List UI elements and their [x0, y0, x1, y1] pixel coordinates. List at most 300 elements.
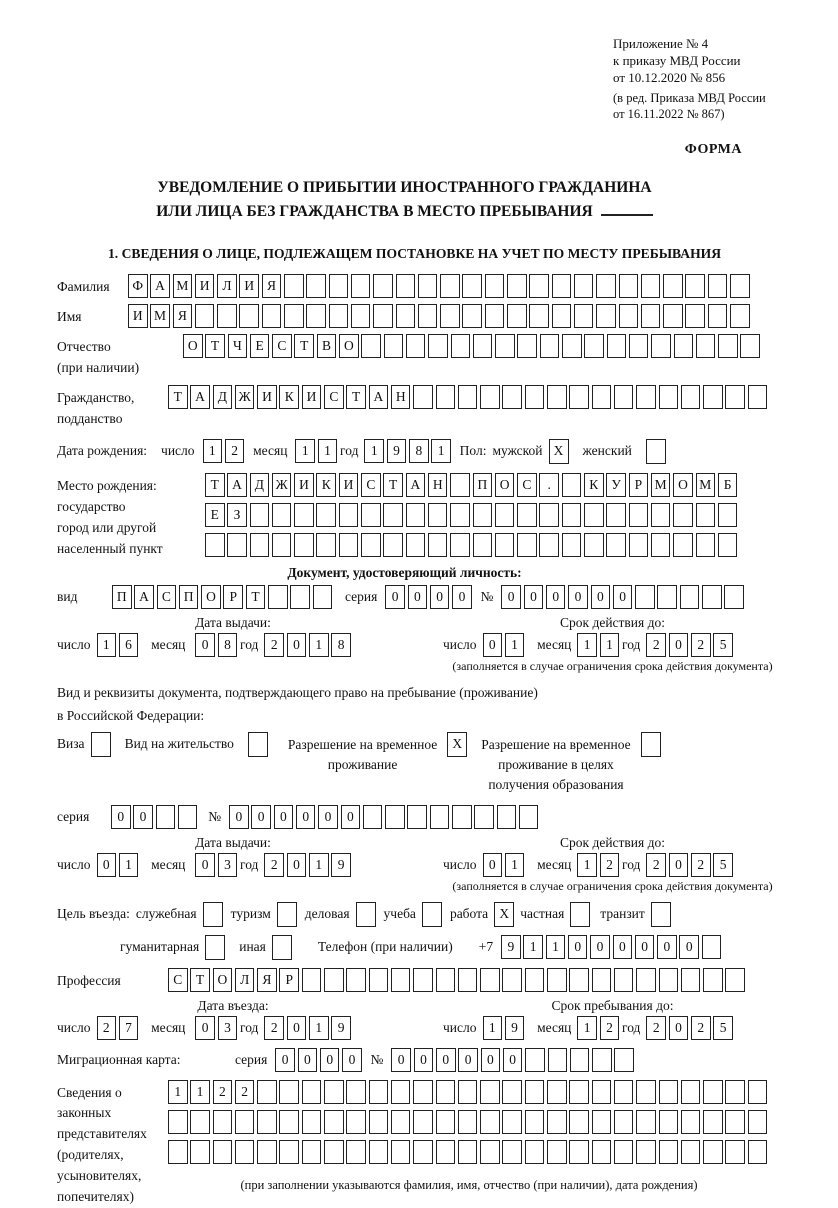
birth-month-label: месяц: [253, 442, 288, 458]
char-cell: [663, 274, 683, 298]
permit-issue-day-field[interactable]: [97, 853, 142, 877]
char-cell: О: [183, 334, 203, 358]
char-cell: [703, 1140, 723, 1164]
char-cell: О: [201, 585, 221, 609]
char-cell: [480, 1110, 500, 1134]
char-cell: К: [279, 385, 299, 409]
char-cell: [635, 585, 655, 609]
char-cell: [725, 968, 745, 992]
permit-valid-month-field[interactable]: [577, 853, 622, 877]
char-cell: [614, 968, 634, 992]
char-cell: [190, 1140, 210, 1164]
permit-valid-month-label: месяц: [537, 856, 572, 872]
char-cell: 0: [657, 935, 677, 959]
char-cell: [663, 304, 683, 328]
char-cell: 0: [546, 585, 566, 609]
doc-series-field[interactable]: [385, 585, 474, 609]
char-cell: [450, 473, 470, 497]
annex-note: [613, 36, 838, 87]
purpose-private-checkbox[interactable]: [570, 902, 590, 927]
purpose-private-label: частная: [520, 905, 565, 921]
doc-valid-note: (заполняется в случае ограничения срока действия документа): [452, 658, 773, 673]
temp-permit-checkbox[interactable]: X: [447, 732, 467, 757]
birth-month-field[interactable]: [295, 439, 340, 463]
legal-rep-row2-field[interactable]: [168, 1110, 770, 1134]
char-cell: [480, 1140, 500, 1164]
birth-place-row1-field[interactable]: [205, 473, 740, 497]
phone-field[interactable]: [501, 935, 724, 959]
char-cell: П: [112, 585, 132, 609]
char-cell: Н: [391, 385, 411, 409]
char-cell: [396, 304, 416, 328]
visit-purpose-label: Цель въезда:: [57, 905, 130, 921]
migration-series-field[interactable]: [275, 1048, 364, 1072]
char-cell: [629, 334, 649, 358]
purpose-humanitarian-checkbox[interactable]: [205, 935, 225, 960]
char-cell: 1: [577, 853, 597, 877]
char-cell: [373, 274, 393, 298]
char-cell: [547, 1110, 567, 1134]
char-cell: 0: [679, 935, 699, 959]
surname-field[interactable]: [128, 274, 752, 298]
char-cell: 0: [287, 633, 307, 657]
migration-number-field[interactable]: [391, 1048, 636, 1072]
char-cell: 5: [713, 853, 733, 877]
char-cell: 0: [568, 585, 588, 609]
permit-issue-year-field[interactable]: [264, 853, 353, 877]
permit-number-field[interactable]: [229, 805, 541, 829]
char-cell: [361, 503, 381, 527]
char-cell: [436, 1140, 456, 1164]
permit-issue-month-field[interactable]: [195, 853, 240, 877]
char-cell: [562, 503, 582, 527]
char-cell: Я: [173, 304, 193, 328]
char-cell: 0: [481, 1048, 501, 1072]
migration-series-label: серия: [235, 1051, 268, 1067]
char-cell: [250, 503, 270, 527]
birth-place-row3-field[interactable]: [205, 533, 740, 557]
char-cell: 0: [635, 935, 655, 959]
char-cell: 1: [431, 439, 451, 463]
char-cell: И: [294, 473, 314, 497]
permit-valid-day-label: число: [443, 856, 477, 872]
char-cell: Т: [205, 334, 225, 358]
legal-representatives-label: [57, 1080, 168, 1208]
char-cell: Е: [250, 334, 270, 358]
char-cell: [569, 1080, 589, 1104]
residence-permit-checkbox[interactable]: [248, 732, 268, 757]
char-cell: [406, 503, 426, 527]
char-cell: [702, 585, 722, 609]
char-cell: 1: [483, 1016, 503, 1040]
char-cell: 9: [505, 1016, 525, 1040]
char-cell: [302, 1110, 322, 1134]
doc-valid-month-field[interactable]: [577, 633, 622, 657]
char-cell: [703, 1080, 723, 1104]
char-cell: [673, 503, 693, 527]
profession-field[interactable]: [168, 968, 748, 992]
char-cell: 1: [505, 633, 525, 657]
char-cell: [413, 1140, 433, 1164]
char-cell: [674, 334, 694, 358]
char-cell: [391, 968, 411, 992]
char-cell: [703, 385, 723, 409]
sex-female-checkbox[interactable]: [646, 439, 666, 464]
char-cell: [702, 935, 722, 959]
char-cell: [681, 385, 701, 409]
purpose-other-label: иная: [239, 938, 266, 954]
doc-type-field[interactable]: [112, 585, 335, 609]
entry-year-field[interactable]: [264, 1016, 353, 1040]
char-cell: [339, 503, 359, 527]
char-cell: [413, 1110, 433, 1134]
char-cell: А: [150, 274, 170, 298]
char-cell: [279, 1080, 299, 1104]
char-cell: [584, 334, 604, 358]
birth-year-field[interactable]: [364, 439, 453, 463]
permit-valid-day-field[interactable]: [483, 853, 528, 877]
char-cell: 0: [408, 585, 428, 609]
annex-line: от 10.12.2020 № 856: [613, 69, 726, 85]
char-cell: 0: [320, 1048, 340, 1072]
char-cell: [168, 1110, 188, 1134]
char-cell: [507, 304, 527, 328]
char-cell: [351, 274, 371, 298]
char-cell: [462, 304, 482, 328]
char-cell: [428, 334, 448, 358]
edu-permit-label-line2: проживание в целях: [498, 757, 614, 773]
purpose-tourism-checkbox[interactable]: [277, 902, 297, 927]
char-cell: [657, 585, 677, 609]
char-cell: [316, 503, 336, 527]
char-cell: В: [317, 334, 337, 358]
migration-card-label: Миграционная карта:: [57, 1051, 181, 1067]
sex-male-checkbox[interactable]: X: [549, 439, 569, 464]
char-cell: 0: [342, 1048, 362, 1072]
entry-month-field[interactable]: [195, 1016, 240, 1040]
char-cell: [636, 385, 656, 409]
char-cell: [659, 1080, 679, 1104]
char-cell: [440, 274, 460, 298]
char-cell: А: [190, 385, 210, 409]
char-cell: [451, 334, 471, 358]
purpose-transit-checkbox[interactable]: [651, 902, 671, 927]
char-cell: [659, 968, 679, 992]
char-cell: [190, 1110, 210, 1134]
birth-place-label-line: город или другой: [57, 519, 157, 535]
char-cell: [570, 1048, 590, 1072]
char-cell: О: [339, 334, 359, 358]
patronymic-field[interactable]: [183, 334, 763, 358]
char-cell: [584, 533, 604, 557]
char-cell: 2: [97, 1016, 117, 1040]
char-cell: [592, 385, 612, 409]
char-cell: Е: [205, 503, 225, 527]
birth-day-field[interactable]: [203, 439, 248, 463]
char-cell: 0: [591, 585, 611, 609]
char-cell: [391, 1140, 411, 1164]
char-cell: [480, 385, 500, 409]
birth-place-row2-field[interactable]: [205, 503, 740, 527]
section1-heading: 1. СВЕДЕНИЯ О ЛИЦЕ, ПОДЛЕЖАЩЕМ ПОСТАНОВКЕ НА УЧЕТ ПО МЕСТУ ПРЕБЫВАНИЯ: [107, 246, 722, 262]
char-cell: [696, 503, 716, 527]
char-cell: .: [539, 473, 559, 497]
char-cell: Ф: [128, 274, 148, 298]
patronymic-label-line1: Отчество: [57, 339, 111, 355]
char-cell: 1: [119, 853, 139, 877]
char-cell: [740, 334, 760, 358]
char-cell: 2: [691, 633, 711, 657]
purpose-business-checkbox[interactable]: [356, 902, 376, 927]
char-cell: С: [168, 968, 188, 992]
char-cell: О: [673, 473, 693, 497]
char-cell: Ч: [228, 334, 248, 358]
char-cell: [213, 1110, 233, 1134]
char-cell: [428, 503, 448, 527]
doc-issue-day-field[interactable]: [97, 633, 142, 657]
char-cell: [485, 274, 505, 298]
doc-series-label: серия: [344, 588, 378, 604]
char-cell: 0: [501, 585, 521, 609]
char-cell: [539, 503, 559, 527]
char-cell: [659, 1140, 679, 1164]
char-cell: 0: [503, 1048, 523, 1072]
char-cell: 9: [387, 439, 407, 463]
char-cell: Т: [246, 585, 266, 609]
char-cell: А: [227, 473, 247, 497]
char-cell: [606, 533, 626, 557]
char-cell: 0: [483, 853, 503, 877]
char-cell: 0: [341, 805, 361, 829]
visa-checkbox[interactable]: [91, 732, 111, 757]
char-cell: [584, 503, 604, 527]
permit-issue-month-label: месяц: [151, 856, 186, 872]
char-cell: 0: [669, 853, 689, 877]
char-cell: [724, 585, 744, 609]
purpose-official-checkbox[interactable]: [203, 902, 223, 927]
char-cell: [239, 304, 259, 328]
char-cell: 0: [669, 633, 689, 657]
stay-year-field[interactable]: [646, 1016, 735, 1040]
entry-day-field[interactable]: [97, 1016, 142, 1040]
title-blank-line: [601, 202, 653, 216]
char-cell: 1: [505, 853, 525, 877]
stay-month-field[interactable]: [577, 1016, 622, 1040]
legal-rep-label-line: усыновителях,: [57, 1168, 142, 1184]
char-cell: [659, 385, 679, 409]
char-cell: [324, 968, 344, 992]
char-cell: О: [495, 473, 515, 497]
purpose-study-label: учеба: [383, 905, 416, 921]
char-cell: [452, 805, 472, 829]
sex-female-label: женский: [582, 442, 632, 458]
stay-day-label: число: [443, 1019, 477, 1035]
char-cell: М: [651, 473, 671, 497]
char-cell: 0: [111, 805, 131, 829]
char-cell: [547, 1140, 567, 1164]
char-cell: [302, 1140, 322, 1164]
char-cell: [708, 274, 728, 298]
char-cell: 0: [414, 1048, 434, 1072]
char-cell: [614, 1110, 634, 1134]
char-cell: [284, 274, 304, 298]
char-cell: [529, 274, 549, 298]
char-cell: [629, 503, 649, 527]
char-cell: [673, 533, 693, 557]
legal-rep-row1-field[interactable]: [168, 1080, 770, 1104]
char-cell: М: [173, 274, 193, 298]
purpose-work-checkbox[interactable]: X: [494, 902, 514, 927]
char-cell: [629, 533, 649, 557]
char-cell: [659, 1110, 679, 1134]
birth-place-label-line: государство: [57, 498, 126, 514]
char-cell: [495, 334, 515, 358]
purpose-official-label: служебная: [135, 905, 197, 921]
char-cell: [525, 1048, 545, 1072]
char-cell: [302, 968, 322, 992]
char-cell: [458, 1080, 478, 1104]
char-cell: [592, 1048, 612, 1072]
stay-until-heading: Срок пребывания до:: [551, 997, 674, 1013]
char-cell: [651, 503, 671, 527]
sex-label: Пол:: [459, 442, 487, 458]
char-cell: [703, 968, 723, 992]
char-cell: [227, 533, 247, 557]
edition-line: (в ред. Приказа МВД России: [613, 90, 766, 105]
char-cell: [257, 1110, 277, 1134]
patronymic-label-line2: (при наличии): [57, 360, 140, 376]
stay-month-label: месяц: [537, 1019, 572, 1035]
purpose-work-label: работа: [449, 905, 489, 921]
permit-issue-day-label: число: [57, 856, 91, 872]
char-cell: Н: [428, 473, 448, 497]
legal-rep-row3-field[interactable]: [168, 1140, 770, 1164]
char-cell: [473, 334, 493, 358]
doc-issue-year-field[interactable]: [264, 633, 353, 657]
char-cell: 2: [264, 1016, 284, 1040]
char-cell: [718, 334, 738, 358]
permit-issue-year-label: год: [240, 856, 259, 872]
char-cell: 1: [168, 1080, 188, 1104]
char-cell: [614, 1140, 634, 1164]
doc-issue-month-field[interactable]: [195, 633, 240, 657]
char-cell: М: [696, 473, 716, 497]
char-cell: Д: [213, 385, 233, 409]
char-cell: [407, 805, 427, 829]
char-cell: [619, 304, 639, 328]
char-cell: 0: [195, 853, 215, 877]
char-cell: [480, 1080, 500, 1104]
char-cell: [413, 968, 433, 992]
purpose-study-checkbox[interactable]: [422, 902, 442, 927]
doc-number-field[interactable]: [501, 585, 746, 609]
char-cell: [428, 533, 448, 557]
char-cell: [562, 533, 582, 557]
char-cell: [458, 968, 478, 992]
char-cell: [436, 1110, 456, 1134]
char-cell: [574, 304, 594, 328]
char-cell: [406, 533, 426, 557]
char-cell: Б: [718, 473, 738, 497]
char-cell: 0: [613, 935, 633, 959]
char-cell: 0: [287, 853, 307, 877]
citizenship-label: [57, 385, 168, 430]
permit-series-field[interactable]: [111, 805, 200, 829]
char-cell: 1: [577, 1016, 597, 1040]
legal-rep-label-line: (родителях,: [57, 1147, 124, 1163]
char-cell: 2: [600, 1016, 620, 1040]
surname-label: Фамилия: [57, 279, 110, 295]
char-cell: 8: [218, 633, 238, 657]
permit-series-label: серия: [57, 808, 90, 824]
char-cell: С: [157, 585, 177, 609]
char-cell: [195, 304, 215, 328]
form-label: ФОРМА: [684, 142, 742, 158]
doc-valid-day-field[interactable]: [483, 633, 528, 657]
char-cell: А: [134, 585, 154, 609]
char-cell: [681, 1110, 701, 1134]
doc-valid-month-label: месяц: [537, 636, 572, 652]
given-name-label: Имя: [57, 309, 82, 325]
form-title-line2: ИЛИ ЛИЦА БЕЗ ГРАЖДАНСТВА В МЕСТО ПРЕБЫВАНИЯ: [156, 203, 593, 221]
doc-valid-year-field[interactable]: [646, 633, 735, 657]
char-cell: [685, 304, 705, 328]
temp-permit-label: [288, 732, 437, 776]
edu-permit-checkbox[interactable]: [641, 732, 661, 757]
char-cell: [547, 1080, 567, 1104]
char-cell: [272, 503, 292, 527]
char-cell: [540, 334, 560, 358]
stay-day-field[interactable]: [483, 1016, 528, 1040]
char-cell: [440, 304, 460, 328]
char-cell: 1: [318, 439, 338, 463]
char-cell: [369, 1080, 389, 1104]
char-cell: [279, 1140, 299, 1164]
char-cell: [517, 533, 537, 557]
doc-type-label: вид: [57, 588, 78, 604]
char-cell: [680, 585, 700, 609]
char-cell: [272, 533, 292, 557]
char-cell: 9: [331, 853, 351, 877]
char-cell: [396, 274, 416, 298]
char-cell: [257, 1080, 277, 1104]
char-cell: [363, 805, 383, 829]
char-cell: Р: [629, 473, 649, 497]
char-cell: [385, 805, 405, 829]
purpose-other-checkbox[interactable]: [272, 935, 292, 960]
citizenship-field[interactable]: [168, 385, 770, 409]
char-cell: [383, 533, 403, 557]
permit-valid-year-field[interactable]: [646, 853, 735, 877]
patronymic-label: [57, 334, 183, 379]
char-cell: [250, 533, 270, 557]
char-cell: [329, 304, 349, 328]
edition-note: [613, 90, 838, 123]
char-cell: [497, 805, 517, 829]
char-cell: [235, 1140, 255, 1164]
char-cell: Ж: [272, 473, 292, 497]
char-cell: [316, 533, 336, 557]
birth-date-label: Дата рождения:: [57, 442, 148, 458]
char-cell: [302, 1080, 322, 1104]
char-cell: [418, 304, 438, 328]
char-cell: 7: [119, 1016, 139, 1040]
entry-day-label: число: [57, 1019, 91, 1035]
char-cell: 1: [203, 439, 223, 463]
char-cell: 1: [97, 633, 117, 657]
given-name-field[interactable]: [128, 304, 752, 328]
char-cell: 2: [691, 1016, 711, 1040]
